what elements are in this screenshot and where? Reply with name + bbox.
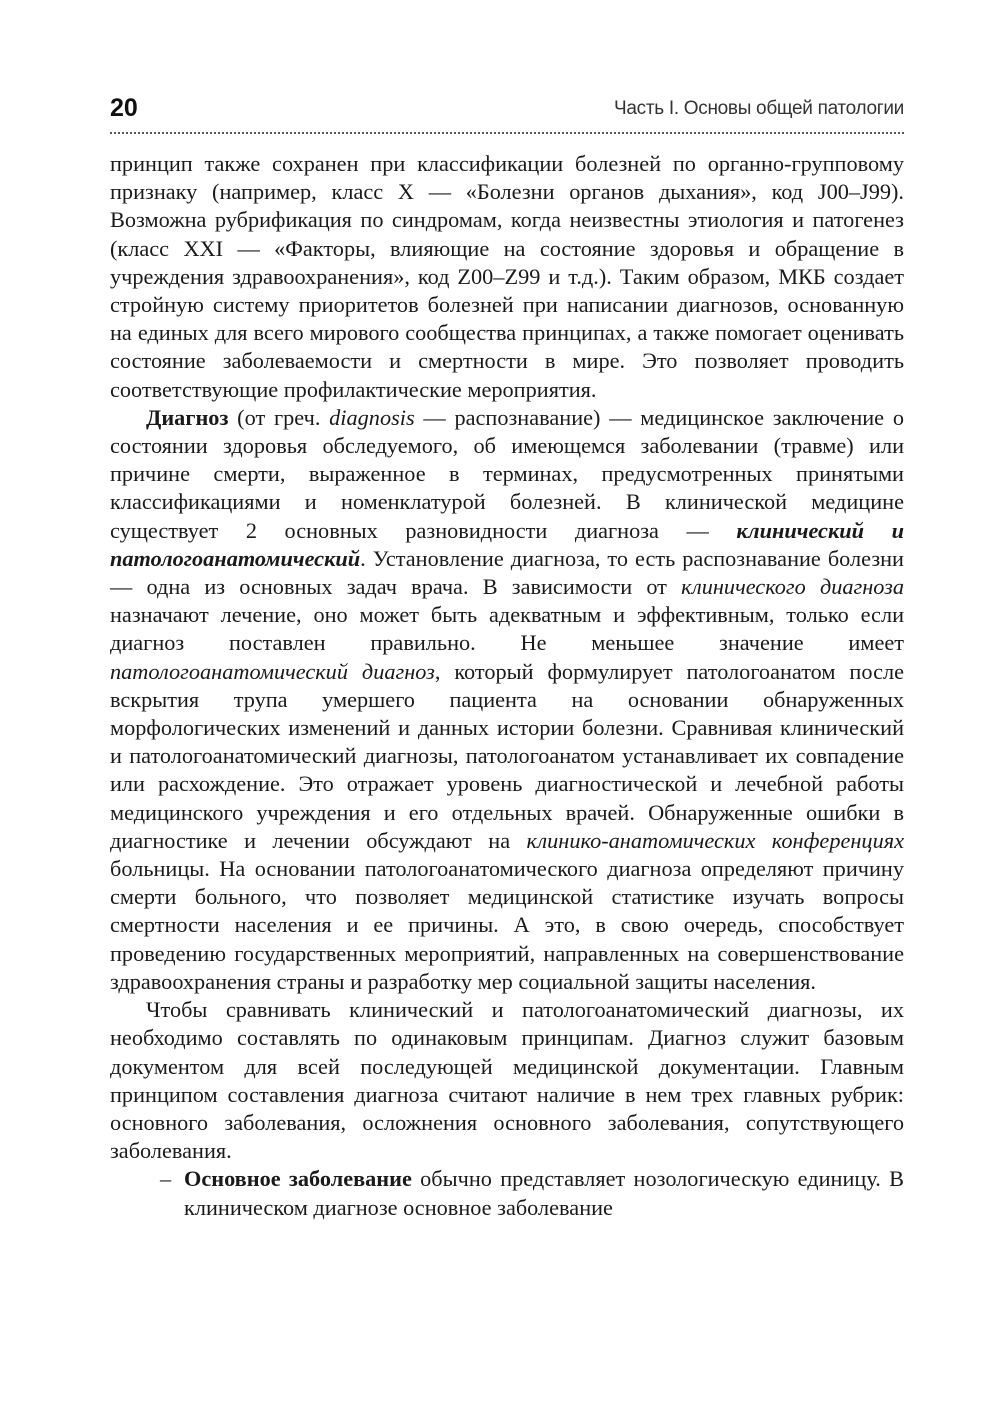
paragraph-2 bbox=[110, 404, 904, 996]
paragraph-2-text: (от греч. bbox=[228, 404, 330, 430]
greek-term: diagnosis bbox=[329, 404, 415, 430]
paragraph-3: Чтобы сравнивать клинический и патологоанатомический диагнозы, их необходимо составлять по одинаковым принципам. Диагноз служит базовым документом для всей последующей медицинской документации. Главным принципом составления диагноза считают наличие в нем трех главных рубрик: основного заболевания, осложнения основного заболевания, сопутствующего заболевания. bbox=[110, 997, 904, 1164]
list-dash: – bbox=[160, 1166, 172, 1192]
conferences-term: клинико-анатомических конференциях bbox=[526, 827, 904, 853]
paragraph-2-text: назначают лечение, оно может быть адекватным и эффективным, только если диагноз поставлен правильно. Не меньшее значение имеет bbox=[110, 602, 904, 656]
diagnosis-rubrics-list bbox=[110, 1165, 904, 1221]
clinical-diagnosis-term: клинического диагноза bbox=[681, 574, 904, 600]
term-diagnosis: Диагноз bbox=[146, 404, 229, 430]
page-number: 20 bbox=[110, 94, 138, 122]
term-main-disease: Основное заболевание bbox=[184, 1166, 412, 1192]
paragraph-2-text: . Установление диагноза, то есть распознавание болезни — одна из основных задач врача. В зависимости от bbox=[110, 545, 904, 600]
paragraph-1: принцип также сохранен при классификации болезней по органно-групповому признаку (например, класс X — «Болезни органов дыхания», код J00–J99). Возможна рубрификация по синдромам, когда неизвестны этиология и патогенез (класс XXI — «Факторы, влияющие на состояние здоровья и обращение в учреждения здравоохранения», код Z00–Z99 и т.д.). Таким образом, МКБ создает стройную систему приоритетов болезней при написании диагнозов, основанную на единых для всего мирового сообщества принципах, а также помогает оценивать состояние заболеваемости и смертности в мире. Это позволяет проводить соответствующие профилактические мероприятия. bbox=[110, 151, 904, 402]
list-item bbox=[110, 1165, 904, 1221]
list-item-text: обычно представляет нозологическую единицу. В клиническом диагнозе основное заболевание bbox=[184, 1166, 904, 1220]
pathological-diagnosis-term: патологоанатомический диагноз bbox=[110, 658, 435, 684]
page-header bbox=[110, 92, 904, 134]
diagnosis-kinds-text: клинический и патологоанатомический bbox=[110, 517, 905, 571]
paragraph-2-text: — распознавание) — медицинское заключение о состоянии здоровья обследуемого, об имеющемся заболевании (травме) или причине смерти, выраженное в терминах, предусмотренных принятыми классификациями и номенклатурой болезней. В клинической медицине существует 2 основных разновидности диагноза — bbox=[110, 404, 904, 543]
body-text bbox=[110, 150, 904, 1222]
paragraph-2-text: больницы. На основании патологоанатомического диагноза определяют причину смерти больного, что позволяет медицинской статистике изучать вопросы смертности населения и ее причины. А это, в свою очередь, способствует проведению государственных мероприятий, направленных на совершенствование здравоохранения страны и разработку мер социальной защиты населения. bbox=[110, 856, 904, 994]
running-head: Часть I. Основы общей патологии bbox=[614, 98, 904, 119]
paragraph-2-text: , который формулирует патологоанатом после вскрытия трупа умершего пациента на основании обнаруженных морфологических изменений и данных истории болезни. Сравнивая клинический и патологоанатомический диагнозы, патологоанатом устанавливает их совпадение или расхождение. Это отражает уровень диагностической и лечебной работы медицинского учреждения и его отдельных врачей. Обнаруженные ошибки в диагностике и лечении обсуждают на bbox=[110, 658, 904, 853]
